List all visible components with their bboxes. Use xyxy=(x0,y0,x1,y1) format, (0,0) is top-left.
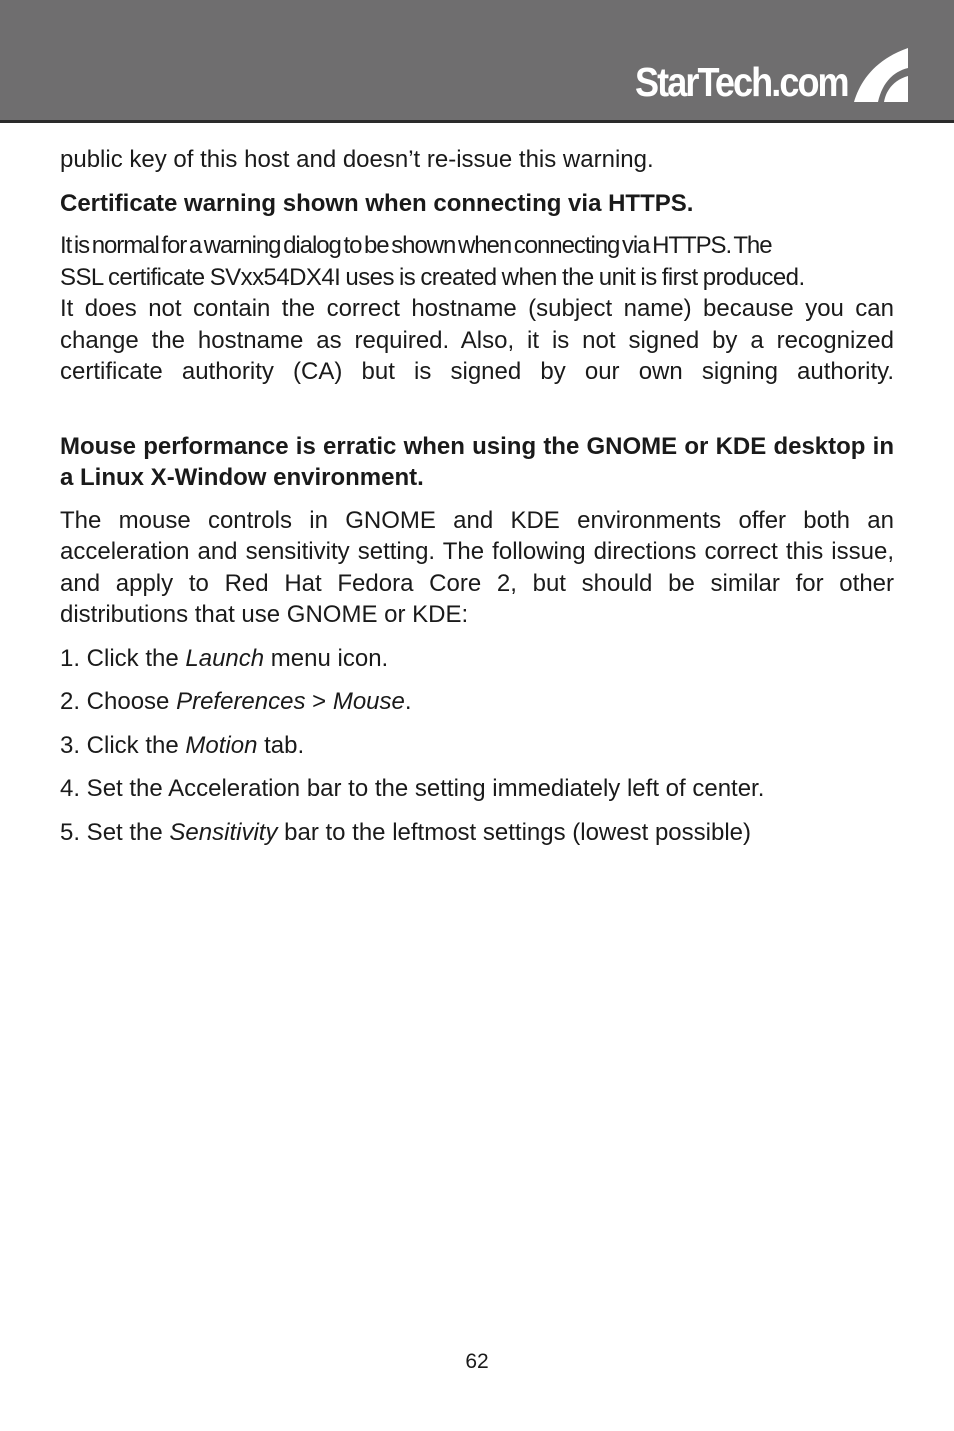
step-3 xyxy=(60,730,894,762)
step-3-emphasis: Motion xyxy=(185,731,258,759)
step-2-emphasis-preferences: Preferences xyxy=(176,688,306,715)
page-number: 62 xyxy=(465,1350,489,1373)
step-2 xyxy=(60,686,894,718)
https-body-line-1: It is normal for a warning dialog to be shown when connecting via HTTPS. The xyxy=(60,232,772,259)
step-3-text-end: tab. xyxy=(257,731,305,759)
step-2-separator: > xyxy=(305,688,333,715)
mouse-body: The mouse controls in GNOME and KDE environments offer both an acceleration and sensitivity setting. The following directions correct this issue, and apply to Red Hat Fedora Core 2, but should be similar for other distributions that use GNOME or KDE: xyxy=(60,506,894,628)
brand-logo xyxy=(606,44,910,104)
https-body-rest: It does not contain the correct hostname (subject name) because you can change the hostname as required. Also, it is not signed by a recognized certificate authority (CA) but is signed by our own signing authority. xyxy=(60,295,894,385)
document-body xyxy=(60,144,894,860)
step-5-emphasis: Sensitivity xyxy=(169,818,278,846)
step-1 xyxy=(60,643,894,675)
step-2-text: 2. Choose xyxy=(60,688,177,715)
https-body-line-2: SSL certificate SVxx54DX4I uses is created when the unit is first produced. xyxy=(60,263,805,291)
step-2-emphasis-mouse: Mouse xyxy=(332,688,405,715)
page-header-band xyxy=(0,0,954,120)
startech-swoosh-icon xyxy=(852,46,910,104)
header-divider xyxy=(0,120,954,123)
step-1-emphasis: Launch xyxy=(185,644,265,672)
step-1-text-end: menu icon. xyxy=(264,644,389,672)
section-heading-mouse: Mouse performance is erratic when using the GNOME or KDE desktop in a Linux X-Window environment. xyxy=(60,432,894,491)
step-5 xyxy=(60,817,894,849)
section-spacer xyxy=(60,388,894,431)
intro-fragment: public key of this host and doesn’t re-issue this warning. xyxy=(60,146,654,173)
section-heading-https: Certificate warning shown when connecting via HTTPS. xyxy=(60,189,694,217)
step-4: 4. Set the Acceleration bar to the setting immediately left of center. xyxy=(60,775,765,802)
step-5-text: 5. Set the xyxy=(60,818,170,846)
step-5-text-end: bar to the leftmost settings (lowest possible) xyxy=(277,818,751,846)
brand-name: StarTech.com xyxy=(635,59,848,105)
step-3-text: 3. Click the xyxy=(60,731,186,759)
step-2-text-end: . xyxy=(404,688,412,715)
step-1-text: 1. Click the xyxy=(60,644,186,672)
